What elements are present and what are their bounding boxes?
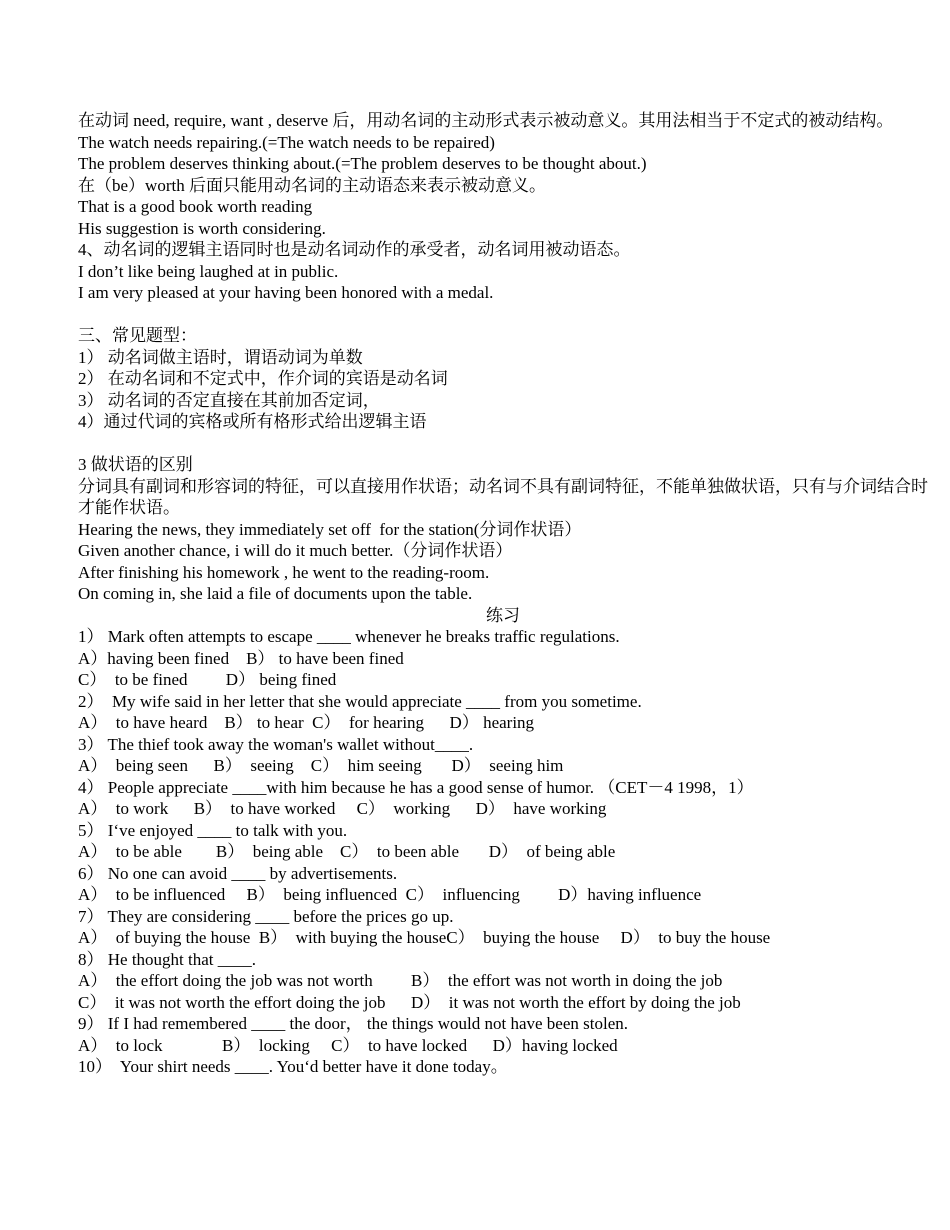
exercise-line: A） to have heard B） to hear C） for hearing D） hearing xyxy=(78,713,535,732)
exercise-line: A） to be able B） being able C） to been able D） of being able xyxy=(78,842,616,861)
exercise-line: A） to be influenced B） being influenced C） influencing D）having influence xyxy=(78,885,702,904)
intro-example-2: The problem deserves thinking about.(=The problem deserves to be thought about.) xyxy=(78,154,647,173)
types-item: 4）通过代词的宾格或所有格形式给出逻辑主语 xyxy=(78,412,427,431)
exercise-line: 3） The thief took away the woman's wallet without____. xyxy=(78,734,474,754)
spacer xyxy=(78,433,928,455)
exercise-line: 1） Mark often attempts to escape ____ whenever he breaks traffic regulations. xyxy=(78,627,620,646)
exercise-line: 2） My wife said in her letter that she would appreciate ____ from you sometime. xyxy=(78,691,642,711)
exercise-line: 6） No one can avoid ____ by advertisements. xyxy=(78,863,398,883)
types-item: 2） 在动名词和不定式中，作介词的宾语是动名词 xyxy=(78,369,448,388)
adverbial-description: 分词具有副词和形容词的特征，可以直接用作状语；动名词不具有副词特征，不能单独做状语，只有与介词结合时才能作状语。 xyxy=(78,476,928,517)
adverbial-example-2: Given another chance, i will do it much better.（分词作状语） xyxy=(78,541,513,560)
intro-example-1: The watch needs repairing.(=The watch needs to be repaired) xyxy=(78,132,495,152)
adverbial-heading: 3 做状语的区别 xyxy=(78,455,193,474)
exercise-line: 8） He thought that ____. xyxy=(78,949,257,969)
intro-rule-3: 4、动名词的逻辑主语同时也是动名词动作的承受者，动名词用被动语态。 xyxy=(78,240,631,259)
exercise-line: A）having been fined B） to have been fined xyxy=(78,648,404,668)
exercise-line: 4） People appreciate ____with him because he has a good sense of humor. （CET－4 1998，1） xyxy=(78,777,754,797)
intro-example-3: That is a good book worth reading xyxy=(78,197,313,216)
intro-example-6: I am very pleased at your having been honored with a medal. xyxy=(78,283,494,302)
exercise-line: 7） They are considering ____ before the prices go up. xyxy=(78,906,454,926)
intro-example-5: I don’t like being laughed at in public. xyxy=(78,261,339,281)
types-heading: 三、常见题型： xyxy=(78,326,197,345)
exercise-line: A） being seen B） seeing C） him seeing D） seeing him xyxy=(78,756,564,775)
exercise-line: 5） I‘ve enjoyed ____ to talk with you. xyxy=(78,820,348,840)
types-item: 1） 动名词做主语时，谓语动词为单数 xyxy=(78,347,363,367)
intro-rule-2: 在（be）worth 后面只能用动名词的主动语态来表示被动意义。 xyxy=(78,175,546,195)
exercise-line: A） to work B） to have worked C） working D） have working xyxy=(78,799,607,818)
exercise-line: C） it was not worth the effort doing the job D） it was not worth the effort by doing the job xyxy=(78,992,741,1012)
adverbial-example-1: Hearing the news, they immediately set off for the station(分词作状语） xyxy=(78,519,582,539)
exercise-line: C） to be fined D） being fined xyxy=(78,670,337,689)
adverbial-example-4: On coming in, she laid a file of documents upon the table. xyxy=(78,584,473,603)
document-page xyxy=(78,110,928,1078)
exercise-line: A） to lock B） locking C） to have locked D）having locked xyxy=(78,1035,618,1055)
exercise-line: 10） Your shirt needs ____. You‘d better have it done today。 xyxy=(78,1057,508,1076)
exercise-line: 9） If I had remembered ____ the door， the things would not have been stolen. xyxy=(78,1014,629,1033)
exercise-line: A） the effort doing the job was not worth B） the effort was not worth in doing the job xyxy=(78,971,723,990)
exercise-title: 练习 xyxy=(486,605,520,625)
intro-rule-1: 在动词 need, require, want , deserve 后，用动名词的主动形式表示被动意义。其用法相当于不定式的被动结构。 xyxy=(78,111,894,130)
adverbial-example-3: After finishing his homework , he went to the reading-room. xyxy=(78,562,490,582)
exercise-line: A） of buying the house B） with buying the houseC） buying the house D） to buy the house xyxy=(78,928,771,947)
types-item: 3） 动名词的否定直接在其前加否定词， xyxy=(78,390,380,410)
spacer xyxy=(78,304,928,326)
intro-example-4: His suggestion is worth considering. xyxy=(78,218,326,238)
